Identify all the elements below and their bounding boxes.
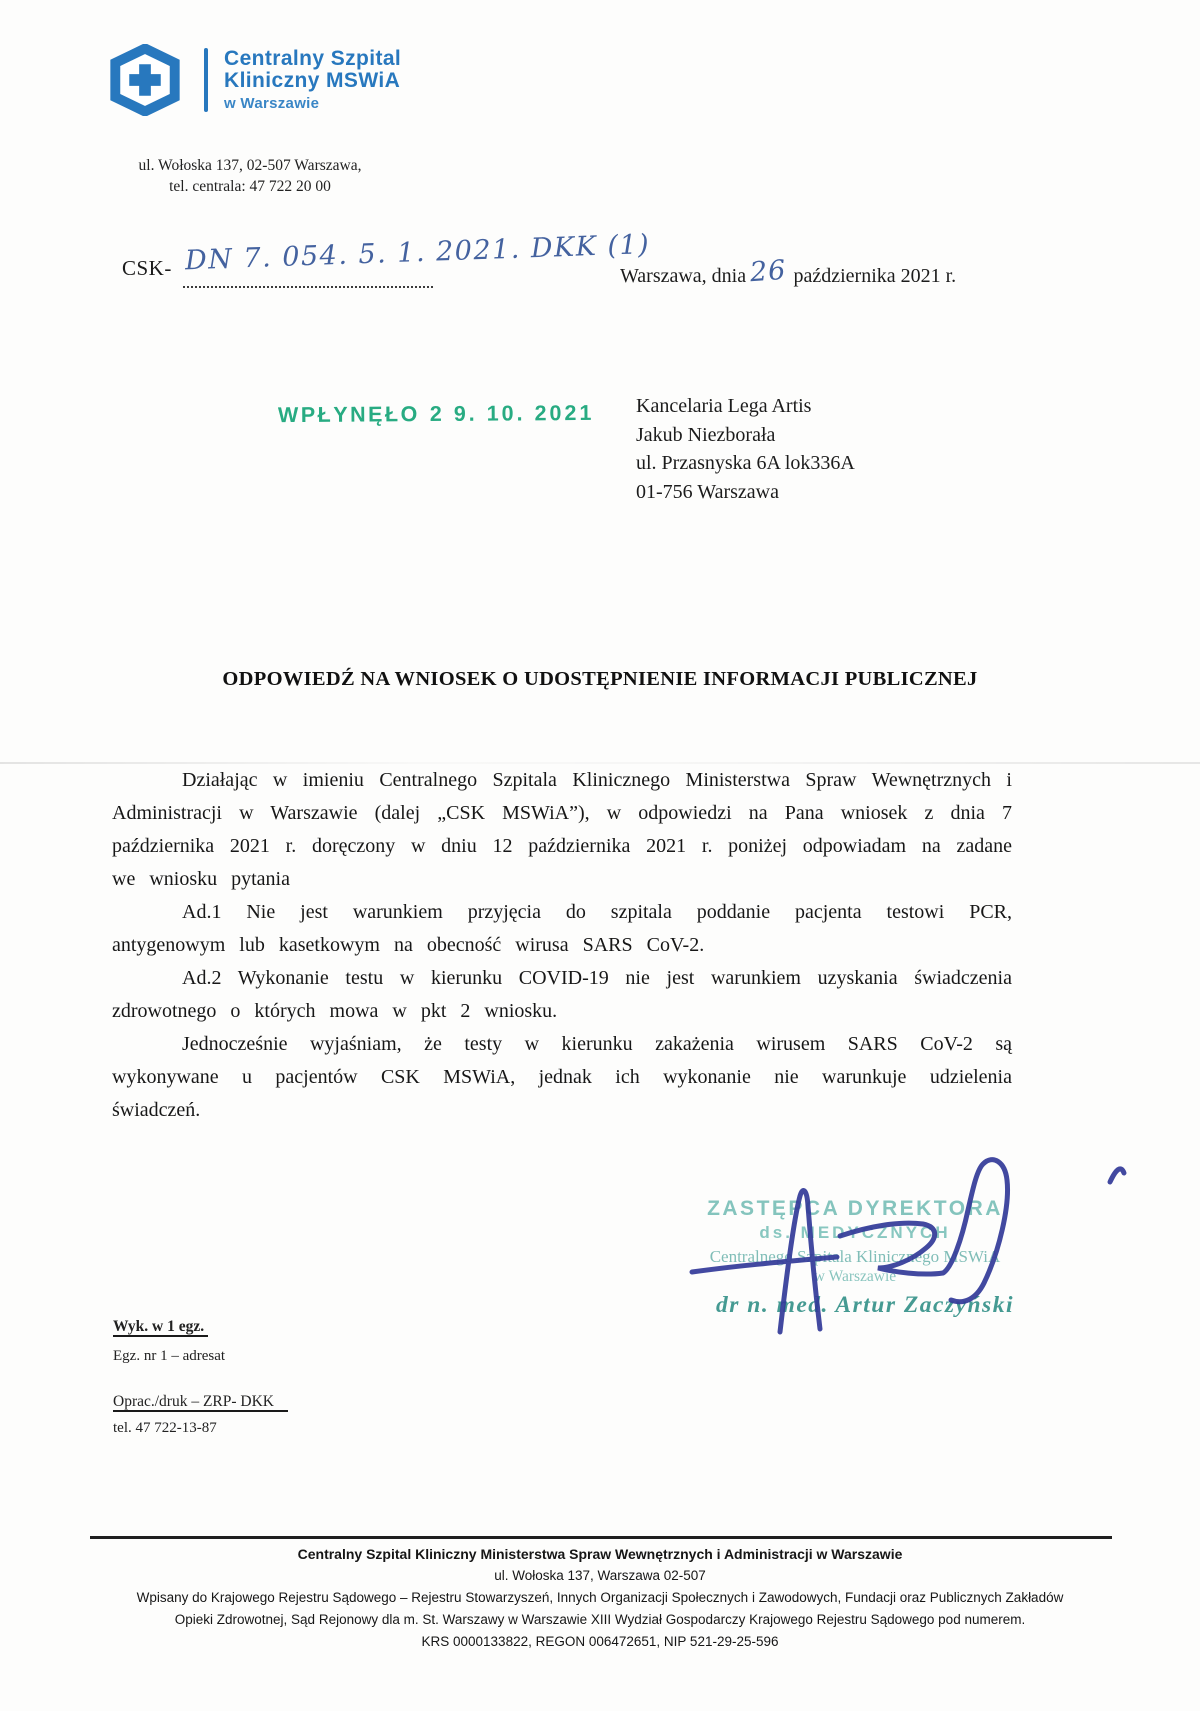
- copy-recipient-note: Egz. nr 1 – adresat: [113, 1348, 226, 1364]
- body-paragraph: Jednocześnie wyjaśniam, że testy w kierunku zakażenia wirusem SARS CoV-2 są wykonywane u pacjentów CSK MSWiA, jednak ich wykonanie nie warunkuje udzielenia świadczeń.: [112, 1033, 1012, 1121]
- org-name-line2: Kliniczny MSWiA: [224, 69, 401, 93]
- dateline-prefix: Warszawa, dnia: [620, 265, 747, 287]
- received-stamp: [278, 401, 595, 428]
- dateline-suffix: października 2021 r.: [793, 265, 957, 287]
- signature-ink: [680, 1040, 1150, 1350]
- body-paragraph: Ad.2 Wykonanie testu w kierunku COVID-19 nie jest warunkiem uzyskania świadczenia zdrowotnego o których mowa w pkt 2 wniosku.: [112, 967, 1012, 1022]
- org-address-line2: tel. centrala: 47 722 20 00: [169, 178, 331, 195]
- recipient-line: ul. Przasnyska 6A lok336A: [636, 452, 855, 474]
- org-name-line1: Centralny Szpital: [224, 46, 402, 70]
- received-stamp-label: WPŁYNĘŁO: [277, 402, 420, 428]
- footer-rule: [90, 1536, 1112, 1539]
- footer-registry-line: Opieki Zdrowotnej, Sąd Rejonowy dla m. St. Warszawy w Warszawie XIII Wydział Gospodarczy Krajowego Rejestru Sądowego pod numerem.: [174, 1612, 1026, 1627]
- copies-note-text: Wyk. w 1 egz.: [113, 1318, 208, 1337]
- recipient-line: Jakub Niezborała: [636, 423, 776, 446]
- body-paragraph: Ad.1 Nie jest warunkiem przyjęcia do szpitala poddanie pacjenta testowi PCR, antygenowym lub kasetkowym na obecność wirusa SARS CoV-2.: [112, 901, 1012, 956]
- reference-label: CSK-: [122, 256, 172, 280]
- dateline: [620, 254, 957, 289]
- footer-registry-line: Wpisany do Krajowego Rejestru Sądowego – Rejestru Stowarzyszeń, Innych Organizacji Społecznych i Zawodowych, Fundacji oraz Publicznych Zakładów: [136, 1590, 1064, 1605]
- recipient-block: [636, 392, 855, 506]
- footer-ids-line: KRS 0000133822, REGON 006472651, NIP 521-29-25-596: [421, 1634, 779, 1649]
- org-name: [224, 48, 401, 113]
- director-stamp-line2: ds. MEDYCZNYCH: [759, 1223, 951, 1243]
- logo-divider: [204, 48, 208, 112]
- footer-address-line: ul. Wołoska 137, Warszawa 02-507: [494, 1568, 706, 1583]
- copies-note: [113, 1318, 208, 1336]
- footer-org-line: Centralny Szpital Kliniczny Ministerstwa Spraw Wewnętrznych i Administracji w Warszawie: [297, 1546, 903, 1562]
- recipient-line: Kancelaria Lega Artis: [636, 395, 812, 417]
- prepared-by-text: Oprac./druk – ZRP- DKK: [113, 1393, 288, 1412]
- director-stamp-line1: ZASTĘPCA DYREKTORA: [707, 1197, 1003, 1220]
- received-stamp-date: 2 9. 10. 2021: [429, 400, 595, 427]
- director-stamp-line4: w Warszawie: [813, 1267, 897, 1285]
- org-address-line1: ul. Wołoska 137, 02-507 Warszawa,: [138, 157, 362, 174]
- document-title: ODPOWIEDŹ NA WNIOSEK O UDOSTĘPNIENIE INFORMACJI PUBLICZNEJ: [222, 668, 978, 690]
- org-name-line3: w Warszawie: [224, 95, 320, 113]
- contact-phone-note: tel. 47 722-13-87: [113, 1420, 217, 1436]
- dateline-handwritten-day: 26: [749, 254, 788, 289]
- footer: [0, 1543, 1200, 1653]
- hospital-logo-icon: [108, 44, 182, 116]
- prepared-by-note: [113, 1393, 288, 1411]
- org-address: [120, 155, 380, 197]
- director-stamp-line3: Centralnego Szpitala Klinicznego MSWiA: [709, 1246, 1001, 1266]
- body-paragraph: Działając w imieniu Centralnego Szpitala Klinicznego Ministerstwa Spraw Wewnętrznych i Administracji w Warszawie (dalej „CSK MSWiA”), w odpowiedzi na Pana wniosek z dnia 7 października 2021 r. doręczony w dniu 12 października 2021 r. poniżej odpowiadam na zadane we wniosku pytania: [112, 769, 1012, 890]
- director-name-stamp: dr n. med. Artur Zaczyński: [716, 1292, 1014, 1318]
- reference-handwritten-number: DN 7. 054. 5. 1. 2021. DKK (1): [184, 229, 651, 277]
- letterhead: [108, 44, 401, 116]
- recipient-line: 01-756 Warszawa: [636, 480, 779, 503]
